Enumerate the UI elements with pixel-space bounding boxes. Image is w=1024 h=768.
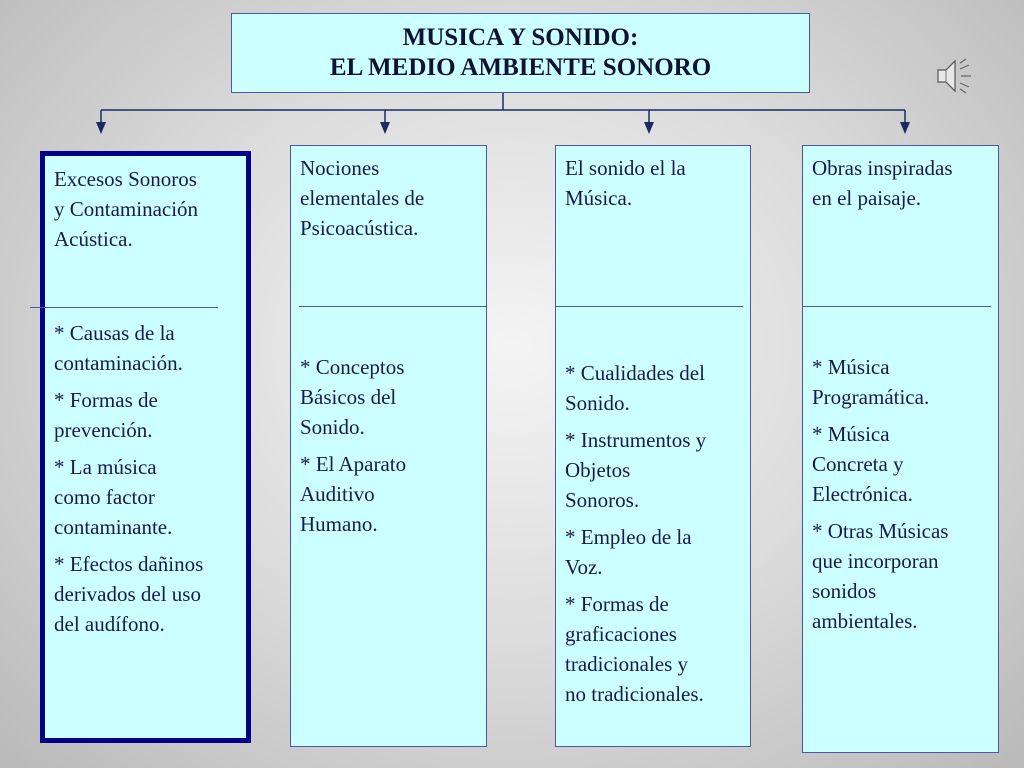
list-item: * Instrumentos y Objetos Sonoros. bbox=[565, 428, 707, 512]
arrow-col-2 bbox=[380, 110, 390, 134]
column-items bbox=[565, 358, 744, 716]
column-heading: Obras inspiradas en el paisaje. bbox=[812, 156, 953, 210]
list-item: * Conceptos Básicos del Sonido. bbox=[300, 355, 405, 439]
list-item: * La música como factor contaminante. bbox=[54, 455, 173, 539]
column-divider bbox=[803, 306, 991, 307]
column-divider bbox=[299, 306, 487, 307]
title-line-2: EL MEDIO AMBIENTE SONORO bbox=[329, 54, 712, 81]
column-heading: El sonido el la Música. bbox=[565, 156, 686, 210]
column-psicoacustica bbox=[290, 145, 487, 747]
column-items bbox=[300, 352, 480, 546]
list-item: * Música Concreta y Electrónica. bbox=[812, 422, 913, 506]
column-heading: Excesos Sonoros y Contaminación Acústica. bbox=[54, 167, 199, 251]
arrow-col-1 bbox=[96, 110, 106, 134]
column-sonido-musica bbox=[555, 145, 751, 747]
arrow-col-4 bbox=[900, 110, 910, 134]
column-heading: Nociones elementales de Psicoacústica. bbox=[300, 156, 425, 240]
list-item: * Efectos dañinos derivados del uso del audífono. bbox=[54, 552, 204, 636]
column-divider bbox=[556, 306, 743, 307]
list-item: * Empleo de la Voz. bbox=[565, 525, 692, 579]
list-item: * El Aparato Auditivo Humano. bbox=[300, 452, 407, 536]
list-item: * Formas de graficaciones tradicionales y no tradicionales. bbox=[565, 592, 704, 706]
column-items bbox=[812, 352, 992, 643]
column-obras-paisaje bbox=[802, 145, 999, 753]
column-excesos-sonoros bbox=[40, 151, 251, 743]
list-item: * Otras Músicas que incorporan sonidos ambientales. bbox=[812, 519, 949, 633]
list-item: * Causas de la contaminación. bbox=[54, 321, 183, 375]
list-item: * Cualidades del Sonido. bbox=[565, 361, 705, 415]
column-divider bbox=[30, 307, 218, 308]
title-line-1: MUSICA Y SONIDO: bbox=[402, 24, 639, 51]
list-item: * Formas de prevención. bbox=[54, 388, 158, 442]
list-item: * Música Programática. bbox=[812, 355, 930, 409]
arrow-col-3 bbox=[644, 110, 654, 134]
column-items bbox=[54, 318, 240, 646]
